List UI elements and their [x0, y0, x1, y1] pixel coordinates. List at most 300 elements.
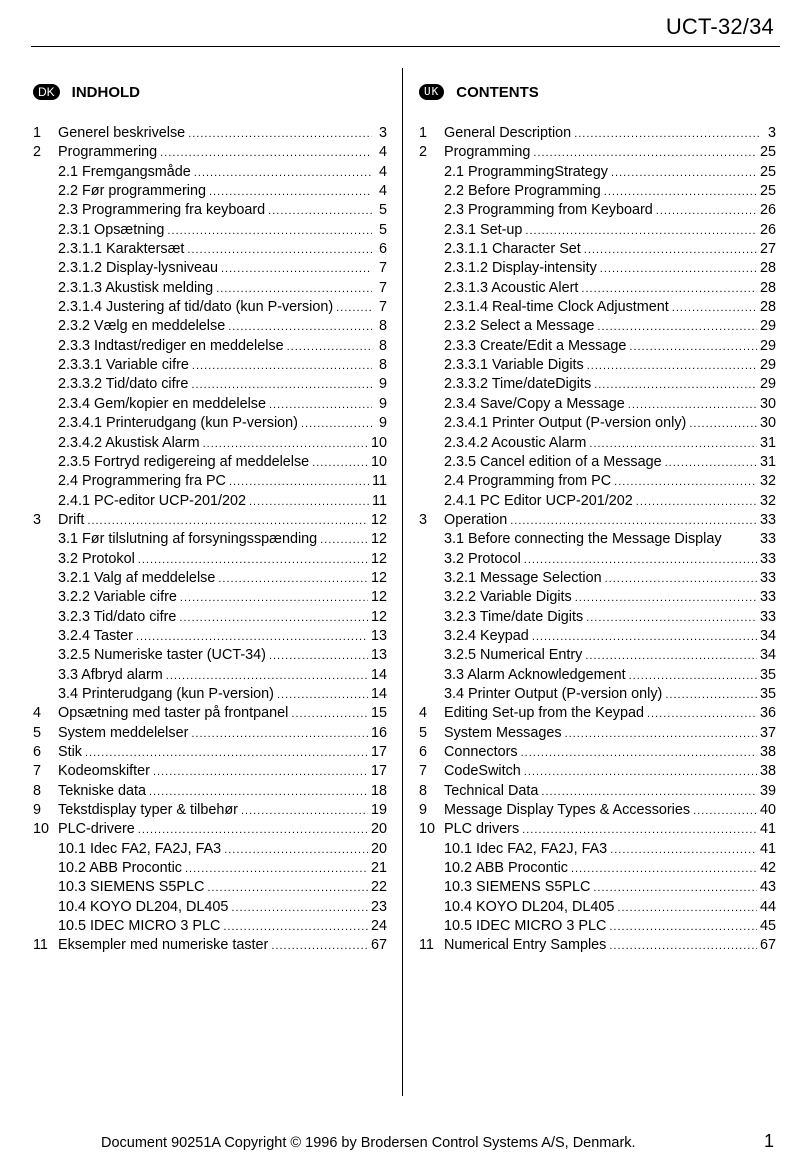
- toc-entry-page: 28: [759, 260, 776, 277]
- toc-entry-title: Message Display Types & Accessories: [444, 802, 691, 819]
- toc-dot-leader: [229, 473, 369, 492]
- toc-entry[interactable]: [419, 666, 776, 685]
- toc-entry-number: 7: [419, 763, 428, 780]
- toc-entry[interactable]: [419, 569, 776, 588]
- toc-entry-title: 2.3.3.1 Variable Digits: [444, 357, 584, 374]
- toc-dot-leader: [541, 783, 757, 802]
- toc-entry-title: Drift: [58, 511, 85, 528]
- toc-entry-title: 2.3.2 Vælg en meddelelse: [58, 318, 226, 335]
- toc-dot-leader: [521, 744, 757, 763]
- toc-dot-leader: [191, 376, 372, 395]
- toc-entry-page: 21: [370, 860, 387, 877]
- toc-entry[interactable]: [33, 375, 387, 394]
- toc-dot-leader: [249, 493, 369, 512]
- toc-entry-page: 10: [370, 453, 387, 470]
- toc-entry[interactable]: [419, 724, 776, 743]
- toc-entry[interactable]: [419, 182, 776, 201]
- toc-entry[interactable]: [33, 453, 387, 472]
- toc-entry[interactable]: [419, 898, 776, 917]
- toc-entry[interactable]: [33, 221, 387, 240]
- toc-entry-page: 38: [759, 763, 776, 780]
- toc-entry[interactable]: [33, 317, 387, 336]
- toc-dot-leader: [209, 183, 372, 202]
- toc-entry-title: 2.3.4 Save/Copy a Message: [444, 395, 625, 412]
- toc-entry-title: 3.2 Protocol: [444, 550, 521, 567]
- toc-english-title: CONTENTS: [456, 83, 539, 101]
- toc-dot-leader: [336, 299, 372, 318]
- toc-entry-title: Kodeomskifter: [58, 763, 150, 780]
- toc-entry[interactable]: [419, 472, 776, 491]
- toc-entry-page: 40: [759, 802, 776, 819]
- toc-entry-title: 2.3.1.3 Akustisk melding: [58, 279, 214, 296]
- toc-entry[interactable]: [33, 298, 387, 317]
- toc-entry-title: Tekstdisplay typer & tilbehør: [58, 802, 238, 819]
- toc-dot-leader: [525, 222, 757, 241]
- toc-entry[interactable]: [419, 453, 776, 472]
- toc-entry-title: 2.3.4.1 Printer Output (P-version only): [444, 415, 687, 432]
- toc-entry-title: 2.4 Programming from PC: [444, 473, 612, 490]
- toc-dot-leader: [587, 357, 757, 376]
- toc-dot-leader: [187, 241, 372, 260]
- toc-entry-title: 2.3.1 Set-up: [444, 221, 523, 238]
- toc-entry[interactable]: [33, 840, 387, 859]
- toc-entry-page: 36: [759, 705, 776, 722]
- toc-entry-page: 41: [759, 821, 776, 838]
- toc-entry-page: 22: [370, 879, 387, 896]
- toc-entry-title: General Description: [444, 125, 572, 141]
- toc-entry[interactable]: [33, 337, 387, 356]
- toc-entry-title: 2.3.1.2 Display-lysniveau: [58, 260, 218, 277]
- toc-entry[interactable]: [33, 782, 387, 801]
- toc-entry-title: 3.2 Protokol: [58, 550, 135, 567]
- toc-entry[interactable]: [419, 124, 776, 143]
- toc-dot-leader: [611, 164, 757, 183]
- toc-entry[interactable]: [419, 279, 776, 298]
- toc-entry[interactable]: [33, 762, 387, 781]
- toc-entry[interactable]: [33, 492, 387, 511]
- toc-entry-title: 2.1 ProgrammingStrategy: [444, 163, 608, 180]
- toc-entry[interactable]: [419, 163, 776, 182]
- toc-entry[interactable]: [33, 240, 387, 259]
- toc-entry[interactable]: [419, 550, 776, 569]
- toc-entry-page: 29: [759, 318, 776, 335]
- toc-dot-leader: [223, 918, 368, 937]
- toc-entry[interactable]: [419, 240, 776, 259]
- toc-dot-leader: [636, 493, 757, 512]
- toc-entry-page: 5: [378, 202, 387, 219]
- toc-entry[interactable]: [419, 917, 776, 936]
- toc-entry[interactable]: [419, 820, 776, 839]
- toc-entry-number: 5: [33, 724, 42, 741]
- toc-entry-number: 10: [33, 821, 50, 838]
- toc-dot-leader: [166, 667, 368, 686]
- toc-entry[interactable]: [33, 627, 387, 646]
- toc-entry-title: Generel beskrivelse: [58, 125, 186, 141]
- toc-dot-leader: [629, 338, 757, 357]
- toc-entry-page: 7: [378, 260, 387, 277]
- toc-entry-title: 2.3.4.1 Printerudgang (kun P-version): [58, 415, 298, 432]
- toc-dot-leader: [605, 570, 757, 589]
- toc-entry-title: 3.2.3 Time/date Digits: [444, 608, 584, 625]
- toc-entry-page: 8: [378, 337, 387, 354]
- toc-dot-leader: [585, 647, 757, 666]
- toc-entry-title: 3.2.2 Variable Digits: [444, 589, 572, 606]
- toc-entry-title: 3.2.2 Variable cifre: [58, 589, 177, 606]
- toc-entry[interactable]: [419, 762, 776, 781]
- toc-entry[interactable]: [419, 356, 776, 375]
- toc-entry-page: 4: [378, 183, 387, 200]
- toc-entry[interactable]: [419, 414, 776, 433]
- toc-dot-leader: [571, 860, 757, 879]
- toc-entry-title: Connectors: [444, 744, 518, 760]
- page-number: 1: [763, 1131, 774, 1151]
- toc-dot-leader: [597, 318, 757, 337]
- toc-entry-page: 3: [378, 125, 387, 141]
- toc-entry-title: 2.3.4.2 Acoustic Alarm: [444, 434, 587, 451]
- toc-dot-leader: [532, 628, 757, 647]
- toc-entry-title: 2.3.1.3 Acoustic Alert: [444, 279, 579, 296]
- toc-entry-number: 3: [419, 511, 428, 528]
- toc-entry-page: 13: [370, 647, 387, 664]
- toc-entry-page: 30: [759, 415, 776, 432]
- toc-entry-title: 10.5 IDEC MICRO 3 PLC: [444, 918, 607, 935]
- toc-entry-page: 37: [759, 724, 776, 741]
- toc-entry-page: 20: [370, 821, 387, 838]
- uk-badge: UK: [419, 84, 444, 100]
- toc-entry-title: 2.3 Programmering fra keyboard: [58, 202, 266, 219]
- toc-entry-page: 8: [378, 318, 387, 335]
- toc-entry-page: 28: [759, 299, 776, 316]
- toc-entry-page: 45: [759, 918, 776, 935]
- toc-entry-title: Numerical Entry Samples: [444, 937, 607, 954]
- toc-entry-title: 3.2.4 Taster: [58, 627, 133, 644]
- toc-entry[interactable]: [33, 472, 387, 491]
- toc-entry-page: 12: [370, 569, 387, 586]
- toc-entry-page: 14: [370, 666, 387, 683]
- toc-dot-leader: [269, 396, 372, 415]
- toc-entry-title: 10.4 KOYO DL204, DL405: [58, 898, 229, 915]
- toc-entry-title: 2.3.1.1 Character Set: [444, 241, 581, 258]
- toc-entry-page: 27: [759, 241, 776, 258]
- toc-entry-title: Opsætning med taster på frontpanel: [58, 705, 289, 722]
- toc-entry[interactable]: [419, 259, 776, 278]
- toc-dot-leader: [160, 144, 372, 163]
- toc-entry-page: 26: [759, 202, 776, 219]
- header-rule: [31, 46, 780, 47]
- toc-entry-page: 11: [372, 492, 387, 509]
- toc-english: [419, 82, 776, 956]
- toc-entry-title: 2.4 Programmering fra PC: [58, 473, 226, 490]
- toc-entry-page: 9: [378, 376, 387, 393]
- toc-dot-leader: [589, 435, 757, 454]
- toc-entry-title: 3.2.5 Numerical Entry: [444, 647, 583, 664]
- toc-entry[interactable]: [419, 221, 776, 240]
- toc-dot-leader: [194, 164, 372, 183]
- toc-dot-leader: [510, 512, 757, 531]
- toc-entry[interactable]: [33, 356, 387, 375]
- toc-entry-title: 2.3.5 Cancel edition of a Message: [444, 453, 662, 470]
- toc-dot-leader: [672, 299, 757, 318]
- toc-entry-page: 35: [759, 685, 776, 702]
- column-divider: [402, 68, 403, 1096]
- toc-dot-leader: [609, 937, 757, 956]
- toc-entry-page: 23: [370, 898, 387, 915]
- toc-dot-leader: [192, 357, 372, 376]
- toc-dot-leader: [269, 647, 368, 666]
- toc-entry-number: 11: [419, 937, 434, 954]
- toc-entry[interactable]: [33, 201, 387, 220]
- toc-dot-leader: [320, 531, 368, 550]
- toc-entry[interactable]: [33, 878, 387, 897]
- toc-dot-leader: [524, 551, 757, 570]
- toc-entry[interactable]: [33, 666, 387, 685]
- toc-dot-leader: [228, 318, 372, 337]
- toc-entry-title: 3.2.5 Numeriske taster (UCT-34): [58, 647, 266, 664]
- toc-entry-page: 32: [759, 473, 776, 490]
- document-title: UCT-32/34: [665, 14, 774, 39]
- toc-entry[interactable]: [419, 685, 776, 704]
- toc-entry-title: Stik: [58, 744, 82, 760]
- toc-entry-page: 25: [759, 144, 776, 161]
- toc-entry-title: 3.4 Printerudgang (kun P-version): [58, 685, 274, 702]
- toc-dot-leader: [665, 454, 757, 473]
- toc-entry[interactable]: [33, 163, 387, 182]
- toc-dot-leader: [277, 686, 368, 705]
- toc-entry-title: 2.3.5 Fortryd redigereing af meddelelse: [58, 453, 310, 470]
- toc-dot-leader: [594, 376, 757, 395]
- toc-entry[interactable]: [33, 685, 387, 704]
- toc-entry-title: 2.3.3.2 Time/dateDigits: [444, 376, 592, 393]
- toc-entry-page: 41: [759, 840, 776, 857]
- toc-entry[interactable]: [33, 704, 387, 723]
- toc-entry-number: 10: [419, 821, 436, 838]
- toc-entry-title: Operation: [444, 511, 508, 528]
- toc-entry[interactable]: [419, 859, 776, 878]
- toc-entry-number: 7: [33, 763, 42, 780]
- toc-entry[interactable]: [33, 414, 387, 433]
- toc-entry[interactable]: [419, 317, 776, 336]
- toc-entry[interactable]: [419, 627, 776, 646]
- toc-danish: [33, 82, 387, 956]
- toc-entry-title: 10.5 IDEC MICRO 3 PLC: [58, 918, 221, 935]
- toc-entry-page: 18: [370, 782, 387, 799]
- toc-entry-number: 9: [33, 802, 42, 819]
- toc-entry-title: 2.1 Fremgangsmåde: [58, 163, 191, 180]
- toc-dot-leader: [575, 589, 757, 608]
- toc-entry-page: 33: [759, 531, 776, 548]
- toc-entry-title: 2.4.1 PC Editor UCP-201/202: [444, 492, 633, 509]
- toc-dot-leader: [268, 202, 372, 221]
- toc-entry[interactable]: [33, 724, 387, 743]
- toc-dot-leader: [185, 860, 368, 879]
- toc-danish-title: INDHOLD: [71, 83, 140, 101]
- toc-entry-page: 33: [759, 550, 776, 567]
- dk-badge: DK: [33, 84, 60, 100]
- toc-entry[interactable]: [419, 201, 776, 220]
- toc-entry[interactable]: [33, 917, 387, 936]
- toc-entry[interactable]: [419, 801, 776, 820]
- toc-entry[interactable]: [419, 646, 776, 665]
- toc-entry[interactable]: [33, 511, 387, 530]
- toc-entry-title: 2.3.3 Create/Edit a Message: [444, 337, 627, 354]
- toc-entry-page: 9: [378, 395, 387, 412]
- toc-entry[interactable]: [419, 704, 776, 723]
- toc-entry-title: 3.2.1 Valg af meddelelse: [58, 569, 216, 586]
- toc-entry-title: 10.3 SIEMENS S5PLC: [444, 879, 591, 896]
- toc-entry[interactable]: [33, 530, 387, 549]
- toc-entry-title: 3.1 Before connecting the Message Display: [444, 531, 722, 548]
- toc-entry-page: 38: [759, 744, 776, 760]
- toc-entry[interactable]: [419, 936, 776, 955]
- toc-entry[interactable]: [419, 492, 776, 511]
- toc-entry-page: 31: [759, 453, 776, 470]
- toc-entry-title: Eksempler med numeriske taster: [58, 937, 269, 954]
- toc-entry[interactable]: [33, 550, 387, 569]
- toc-dot-leader: [224, 841, 368, 860]
- toc-dot-leader: [216, 280, 372, 299]
- toc-entry[interactable]: [419, 743, 776, 762]
- toc-entry[interactable]: [33, 859, 387, 878]
- toc-dot-leader: [610, 841, 757, 860]
- toc-entry-page: 25: [759, 183, 776, 200]
- toc-entry-page: 16: [370, 724, 387, 741]
- toc-entry-number: 3: [33, 511, 42, 528]
- toc-entry-title: 10.4 KOYO DL204, DL405: [444, 898, 615, 915]
- toc-dot-leader: [179, 609, 368, 628]
- toc-entry[interactable]: [33, 898, 387, 917]
- toc-entry[interactable]: [33, 801, 387, 820]
- toc-entry-page: 34: [759, 627, 776, 644]
- toc-entry[interactable]: [33, 743, 387, 762]
- toc-entry-title: 3.3 Alarm Acknowledgement: [444, 666, 626, 683]
- toc-english-list: [419, 124, 776, 956]
- toc-entry[interactable]: [33, 434, 387, 453]
- toc-entry-page: 12: [370, 511, 387, 528]
- toc-entry-title: 2.3.3.1 Variable cifre: [58, 357, 189, 374]
- toc-entry-number: 2: [419, 144, 428, 161]
- toc-dot-leader: [167, 222, 372, 241]
- toc-entry[interactable]: [419, 434, 776, 453]
- toc-entry[interactable]: [33, 279, 387, 298]
- toc-entry-page: 25: [759, 163, 776, 180]
- toc-entry-title: Technical Data: [444, 782, 539, 799]
- toc-entry[interactable]: [33, 936, 387, 955]
- toc-entry[interactable]: [33, 569, 387, 588]
- toc-dot-leader: [301, 415, 372, 434]
- toc-entry-number: 8: [33, 782, 42, 799]
- toc-entry-page: 31: [759, 434, 776, 451]
- toc-dot-leader: [629, 667, 757, 686]
- toc-dot-leader: [584, 241, 757, 260]
- toc-entry[interactable]: [419, 143, 776, 162]
- toc-entry-number: 1: [33, 125, 42, 141]
- toc-entry-page: 7: [378, 299, 387, 316]
- toc-entry-title: 2.3.1.4 Justering af tid/dato (kun P-version): [58, 299, 334, 316]
- toc-entry-page: 28: [759, 279, 776, 296]
- toc-entry-title: 10.2 ABB Procontic: [58, 860, 182, 877]
- toc-entry-title: System Messages: [444, 724, 562, 741]
- toc-entry-page: 15: [370, 705, 387, 722]
- toc-danish-list: [33, 124, 387, 956]
- toc-entry-page: 20: [370, 840, 387, 857]
- toc-entry[interactable]: [419, 782, 776, 801]
- toc-dot-leader: [271, 937, 368, 956]
- toc-entry[interactable]: [419, 878, 776, 897]
- toc-danish-heading: [33, 82, 387, 102]
- toc-entry[interactable]: [419, 375, 776, 394]
- toc-entry-number: 11: [33, 937, 48, 954]
- toc-entry-page: 17: [370, 763, 387, 780]
- toc-entry[interactable]: [419, 337, 776, 356]
- toc-entry-page: 7: [378, 279, 387, 296]
- toc-entry[interactable]: [33, 395, 387, 414]
- toc-dot-leader: [574, 125, 761, 144]
- toc-entry[interactable]: [419, 840, 776, 859]
- toc-entry-title: Programmering: [58, 144, 158, 161]
- footer-copyright: Document 90251A Copyright © 1996 by Brodersen Control Systems A/S, Denmark.: [101, 1135, 636, 1151]
- toc-entry[interactable]: [33, 124, 387, 143]
- toc-entry[interactable]: [419, 298, 776, 317]
- toc-entry[interactable]: [419, 395, 776, 414]
- toc-entry-title: 2.4.1 PC-editor UCP-201/202: [58, 492, 246, 509]
- toc-entry[interactable]: [33, 646, 387, 665]
- toc-dot-leader: [138, 551, 368, 570]
- toc-entry-page: 11: [372, 473, 387, 490]
- toc-entry-number: 1: [419, 125, 428, 141]
- toc-entry[interactable]: [419, 588, 776, 607]
- toc-entry-page: 6: [378, 241, 387, 258]
- toc-entry-page: 8: [378, 357, 387, 374]
- toc-entry-page: 26: [759, 221, 776, 238]
- toc-dot-leader: [647, 705, 757, 724]
- toc-entry-number: 6: [419, 744, 428, 760]
- toc-entry-page: 17: [370, 744, 387, 760]
- toc-entry-title: 2.2 Before Programming: [444, 183, 601, 200]
- toc-dot-leader: [604, 183, 757, 202]
- toc-entry-page: 29: [759, 337, 776, 354]
- toc-entry-page: 32: [759, 492, 776, 509]
- toc-dot-leader: [522, 821, 757, 840]
- toc-entry-page: 33: [759, 589, 776, 606]
- toc-entry[interactable]: [419, 511, 776, 530]
- toc-dot-leader: [593, 879, 757, 898]
- toc-entry-title: 3.2.4 Keypad: [444, 627, 529, 644]
- toc-entry-title: Tekniske data: [58, 782, 146, 799]
- toc-entry-number: 6: [33, 744, 42, 760]
- toc-entry[interactable]: [33, 259, 387, 278]
- toc-entry-number: 5: [419, 724, 428, 741]
- toc-entry-title: 2.2 Før programmering: [58, 183, 206, 200]
- toc-dot-leader: [600, 260, 757, 279]
- toc-entry-page: 33: [759, 511, 776, 528]
- toc-dot-leader: [614, 473, 757, 492]
- toc-entry[interactable]: [33, 182, 387, 201]
- toc-entry[interactable]: [33, 143, 387, 162]
- toc-entry-number: 4: [419, 705, 428, 722]
- toc-entry-title: 3.2.3 Tid/dato cifre: [58, 608, 177, 625]
- toc-entry[interactable]: [33, 608, 387, 627]
- toc-dot-leader: [617, 899, 757, 918]
- toc-entry[interactable]: [33, 820, 387, 839]
- toc-dot-leader: [188, 125, 372, 144]
- toc-entry[interactable]: [419, 530, 776, 549]
- toc-entry[interactable]: [419, 608, 776, 627]
- toc-entry-page: 39: [759, 782, 776, 799]
- toc-entry[interactable]: [33, 588, 387, 607]
- toc-entry-title: 2.3.1.4 Real-time Clock Adjustment: [444, 299, 669, 316]
- toc-dot-leader: [524, 763, 757, 782]
- toc-entry-page: 44: [759, 898, 776, 915]
